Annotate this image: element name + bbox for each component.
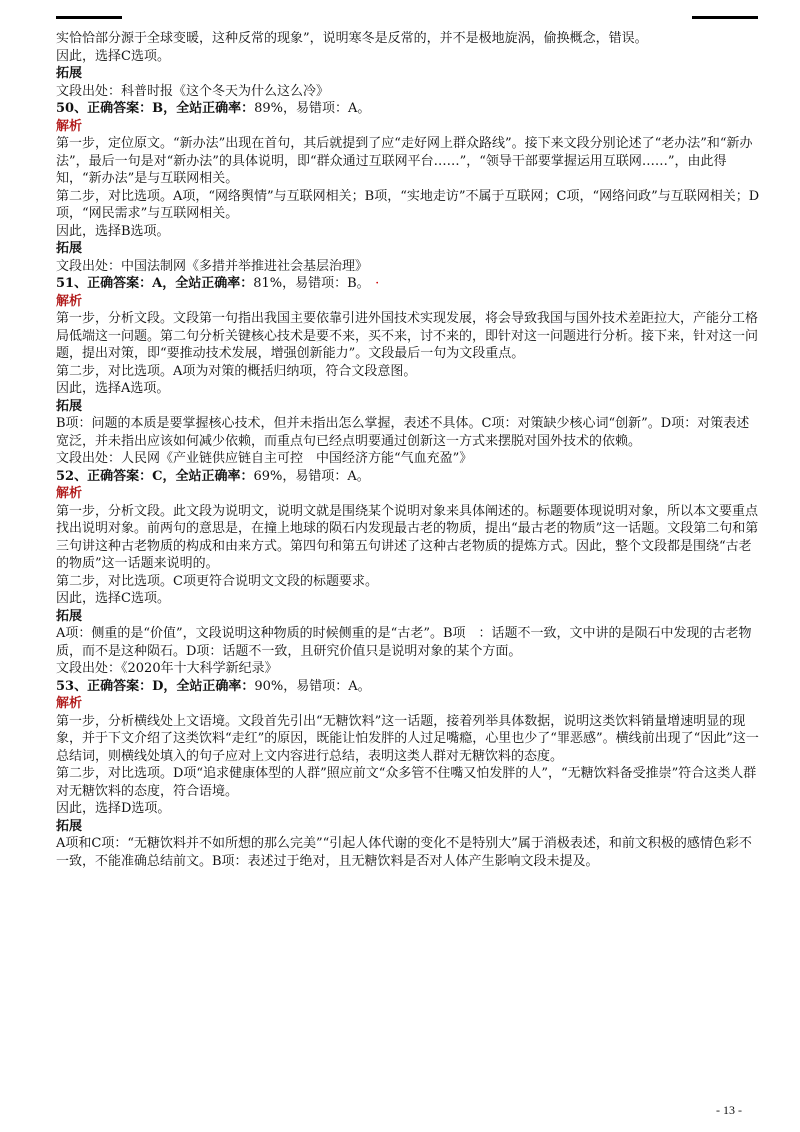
q50-conclusion: 因此，选择B选项。 [56,223,170,239]
q52-jiexi-heading: 解析 [56,486,83,501]
q50-answer-line [56,100,761,118]
q50-answer-rest: 89%，易错项：A。 [254,101,371,116]
q51-red-mark: · [375,276,380,291]
q51-step1: 第一步，分析文段。文段第一句指出我国主要依靠引进外国技术实现发展，将会导致我国与国外技术差距拉大，产能分工格局低端这一问题。第二句分析关键核心技术是要不来，买不来，讨不来的，即针对这一问题进行分析。接下来，针对这一问题，提出对策，即“要推动技术发展，增强创新能力”。文段最后一句为文段重点。 [56,311,759,361]
intro-conclusion: 因此，选择C选项。 [56,48,170,64]
q52-answer-letter: C [152,468,163,484]
intro-tuozhan-heading: 拓展 [56,66,83,81]
q52-answer-prefix: 52、正确答案： [56,468,153,484]
q53-tuozhan-heading: 拓展 [56,818,83,834]
q52-extra: A项：侧重的是“价值”，文段说明这种物质的时候侧重的是“古老”。B项 ：话题不一致，文中讲的是陨石中发现的古老物质，而不是这种陨石。D项：话题不一致，且研究价值只是说明对象的某个方面。 [56,626,752,659]
header-rule-right [692,16,758,19]
q51-tuozhan-heading: 拓展 [56,398,83,414]
q51-conclusion: 因此，选择A选项。 [56,381,170,396]
q50-answer-letter: B [152,101,164,116]
q52-tuozhan-heading: 拓展 [56,608,83,624]
q51-jiexi-heading: 解析 [56,293,83,309]
q51-answer-rest: 81%，易错项：B。 [253,276,364,291]
q50-answer-prefix: 50、正确答案： [56,101,153,116]
q51-answer-line [56,275,761,293]
q52-step1: 第一步，分析文段。此文段为说明文，说明文就是围绕某个说明对象来具体阐述的。标题要体现说明对象，所以本文要重点找出说明对象。前两句的意思是，在撞上地球的陨石内发现最古老的物质，提出“最古老的物质”这一话题。文段第二句和第三句讲这种古老物质的构成和由来方式。第四句和第五句讲述了这种古老物质的提炼方式。因此，整个文段都是围绕“古老的物质”这一话题来说明的。 [56,503,759,571]
q50-tuozhan-heading: 拓展 [56,241,83,256]
q52-conclusion: 因此，选择C选项。 [56,591,170,606]
q51-extra: B项：问题的本质是要掌握核心技术，但并未指出怎么掌握，表述不具体。C项：对策缺少核心词“创新”。D项：对策表述宽泛，并未指出应该如何减少依赖，而重点句已经点明要通过创新这一方式来摆脱对国外技术的依赖。 [56,416,750,449]
q51-rate-prefix: ，全站正确率： [162,276,254,291]
q52-step2: 第二步，对比选项。C项更符合说明文文段的标题要求。 [56,573,378,589]
q50-rate-prefix: ，全站正确率： [163,101,255,116]
q53-step1: 第一步，分析横线处上文语境。文段首先引出“无糖饮料”这一话题，接着列举具体数据，说明这类饮料销量增速明显的现象，并于下文介绍了这类饮料“走红”的原因，既能让怕发胖的人过足嘴瘾，心里也少了“罪恶感”。横线前出现了“因此”这一总结词，则横线处填入的句子应对上文内容进行总结，表明这类人群对无糖饮料的态度。 [56,713,759,764]
header-rule-left [56,16,122,19]
q53-rate-prefix: ，全站正确率： [163,678,255,694]
q53-conclusion: 因此，选择D选项。 [56,801,171,816]
q53-jiexi-heading: 解析 [56,696,83,711]
answer-explanations [56,30,761,870]
q53-extra: A项和C项：“无糖饮料并不如所想的那么完美”“引起人体代谢的变化不是特别大”属于消极表述，和前文积极的感情色彩不一致，不能准确总结前文。B项：表述过于绝对，且无糖饮料是否对人体产生影响文段未提及。 [56,836,752,869]
q52-answer-line [56,468,761,486]
q51-step2: 第二步，对比选项。A项为对策的概括归纳项，符合文段意图。 [56,363,417,379]
q50-source: 文段出处：中国法制网《多措并举推进社会基层治理》 [56,258,369,274]
q53-answer-letter: D [152,678,164,694]
page-number: - 13 - [716,1103,742,1117]
q51-source: 文段出处：人民网《产业链供应链自主可控 中国经济方能“气血充盈”》 [56,451,473,466]
q50-step2: 第二步，对比选项。A项，“网络舆情”与互联网相关；B项，“实地走访”不属于互联网；C项，“网络问政”与互联网相关；D项，“网民需求”与互联网相关。 [56,188,760,221]
q52-source: 文段出处：《2020年十大科学新纪录》 [56,661,278,676]
q51-answer-letter: A [152,276,163,291]
q51-answer-prefix: 51、正确答案： [56,276,153,291]
q53-answer-prefix: 53、正确答案： [56,678,153,694]
q52-rate-prefix: ，全站正确率： [162,468,254,484]
q53-answer-line [56,678,761,696]
q50-jiexi-heading: 解析 [56,118,83,134]
q53-step2: 第二步，对比选项。D项“追求健康体型的人群”照应前文“众多管不住嘴又怕发胖的人”，“无糖饮料备受推崇”符合这类人群对无糖饮料的态度，符合语境。 [56,766,757,799]
q50-step1: 第一步，定位原文。“新办法”出现在首句，其后就提到了应“走好网上群众路线”。接下来文段分别论述了“老办法”和“新办法”，最后一句是对“新办法”的具体说明，即“群众通过互联网平台……”，“领导干部要掌握运用互联网……”，由此得知，“新办法”是与互联网相关。 [56,136,753,186]
intro-line: 实恰恰部分源于全球变暖，这种反常的现象”，说明寒冬是反常的，并不是极地旋涡，偷换概念，错误。 [56,31,648,46]
q52-answer-rest: 69%，易错项：A。 [253,468,370,484]
intro-source: 文段出处：科普时报《这个冬天为什么这么冷》 [56,83,330,99]
q53-answer-rest: 90%，易错项：A。 [254,678,371,694]
